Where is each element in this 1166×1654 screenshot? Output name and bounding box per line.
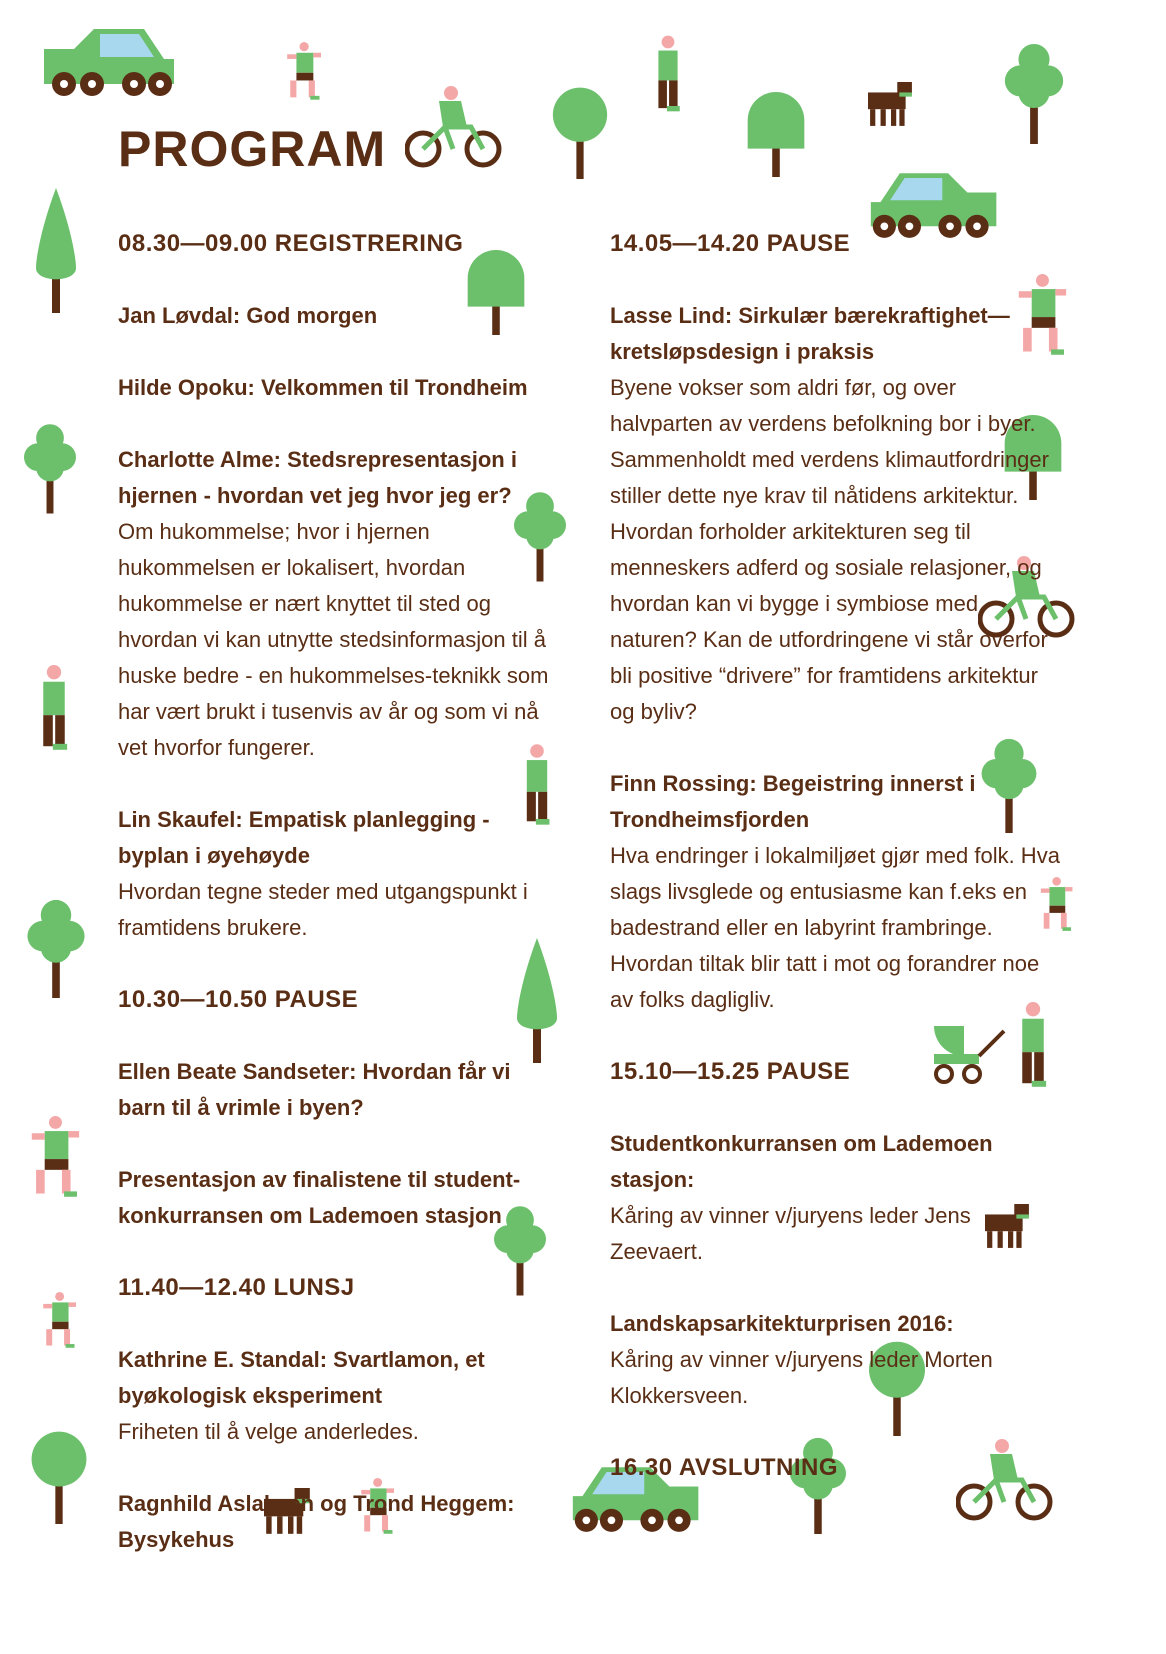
program-left-column xyxy=(118,226,558,1594)
time-slot-label: 10.30—10.50 PAUSE xyxy=(118,986,359,1013)
program-talk xyxy=(610,766,1060,1018)
program-talk xyxy=(118,442,558,766)
program-talk xyxy=(118,298,558,334)
car-icon xyxy=(34,28,179,100)
talk-description: Kåring av vinner v/juryens leder Morten Klokkersveen. xyxy=(610,1347,993,1408)
program-talk xyxy=(118,1054,558,1126)
talk-description: Byene vokser som aldri før, og over halvparten av verdens befolkning bor i byer. Sammenholdt med verdens klimautfordringer stiller dette nye krav til nåtidens arkitektur. Hvordan forholder arkitekturen seg til menneskers adferd og sosiale relasjoner, og hvordan kan vi bygge i symbiose med naturen? Kan de utfordringene vi står overfor bli positive “drivere” for framtidens arkitektur og byliv? xyxy=(610,375,1049,724)
tree-icon xyxy=(24,898,88,998)
program-talk xyxy=(118,802,558,946)
talk-description: Kåring av vinner v/juryens leder Jens Zeevaert. xyxy=(610,1203,971,1264)
program-talk xyxy=(610,1126,1060,1270)
cyclist-icon xyxy=(405,78,503,178)
talk-speaker-title: Presentasjon av finalistene til student-konkurransen om Lademoen stasjon xyxy=(118,1167,521,1228)
program-time-slot xyxy=(118,982,558,1018)
program-time-slot xyxy=(610,1450,1060,1486)
talk-description: Friheten til å velge anderledes. xyxy=(118,1419,419,1444)
time-slot-label: 15.10—15.25 PAUSE xyxy=(610,1058,851,1085)
talk-description: Om hukommelse; hvor i hjernen hukommelsen er lokalisert, hvordan hukommelse er nært knyttet til sted og hvordan vi kan utnytte stedsinformasjon til å huske bedre - en hukommelses-teknikk som har vært brukt i tusenvis av år og som vi nå vet hvorfor fungerer. xyxy=(118,519,549,760)
talk-speaker-title: Kathrine E. Standal: Svartlamon, et byøkologisk eksperiment xyxy=(118,1347,485,1408)
time-slot-label: 16.30 AVSLUTNING xyxy=(610,1454,839,1481)
talk-speaker-title: Ragnhild Aslaksen og Trond Heggem: Bysykehus xyxy=(118,1491,515,1552)
talk-speaker-title: Charlotte Alme: Stedsrepresentasjon i hjernen - hvordan vet jeg hvor jeg er? xyxy=(118,447,517,508)
talk-speaker-title: Lin Skaufel: Empatisk planlegging - byplan i øyehøyde xyxy=(118,807,490,868)
tree-icon xyxy=(550,84,610,179)
talk-speaker-title: Studentkonkurransen om Lademoen stasjon: xyxy=(610,1131,993,1192)
program-time-slot xyxy=(610,1054,1060,1090)
dog-icon xyxy=(868,80,914,130)
program-time-slot xyxy=(118,1270,558,1306)
runner-icon xyxy=(28,1116,84,1200)
person-icon xyxy=(652,34,684,114)
program-right-column xyxy=(610,226,1060,1522)
program-talk xyxy=(118,370,558,406)
tree-icon xyxy=(1003,42,1065,144)
tree-icon xyxy=(24,418,76,518)
person-icon xyxy=(32,665,76,751)
talk-speaker-title: Hilde Opoku: Velkommen til Trondheim xyxy=(118,375,528,400)
page-title: PROGRAM xyxy=(118,121,387,177)
talk-speaker-title: Finn Rossing: Begeistring innerst i Trondheimsfjorden xyxy=(610,771,976,832)
time-slot-label: 11.40—12.40 LUNSJ xyxy=(118,1274,355,1301)
runner-icon xyxy=(282,42,327,102)
program-talk xyxy=(118,1162,558,1234)
tree-icon xyxy=(28,1428,90,1524)
program-talk xyxy=(610,298,1060,730)
program-time-slot xyxy=(118,226,558,262)
program-time-slot xyxy=(610,226,1060,262)
runner-icon xyxy=(38,1292,82,1350)
talk-speaker-title: Jan Løvdal: God morgen xyxy=(118,303,378,328)
program-talk xyxy=(118,1486,558,1558)
talk-description: Hva endringer i lokalmiljøet gjør med folk. Hva slags livsglede og entusiasme kan f.eks en badestrand eller en labyrint frambringe. Hvordan tiltak blir tatt i mot og forandrer noe av folks dagligliv. xyxy=(610,843,1060,1012)
talk-speaker-title: Ellen Beate Sandseter: Hvordan får vi barn til å vrimle i byen? xyxy=(118,1059,511,1120)
talk-description: Hvordan tegne steder med utgangspunkt i framtidens brukere. xyxy=(118,879,528,940)
tree-icon xyxy=(746,92,806,177)
program-talk xyxy=(610,1306,1060,1414)
program-talk xyxy=(118,1342,558,1450)
time-slot-label: 08.30—09.00 REGISTRERING xyxy=(118,230,464,257)
time-slot-label: 14.05—14.20 PAUSE xyxy=(610,230,851,257)
talk-speaker-title: Lasse Lind: Sirkulær bærekraftighet—kretsløpsdesign i praksis xyxy=(610,303,1010,364)
tree-icon xyxy=(35,188,77,313)
talk-speaker-title: Landskapsarkitekturprisen 2016: xyxy=(610,1311,954,1336)
